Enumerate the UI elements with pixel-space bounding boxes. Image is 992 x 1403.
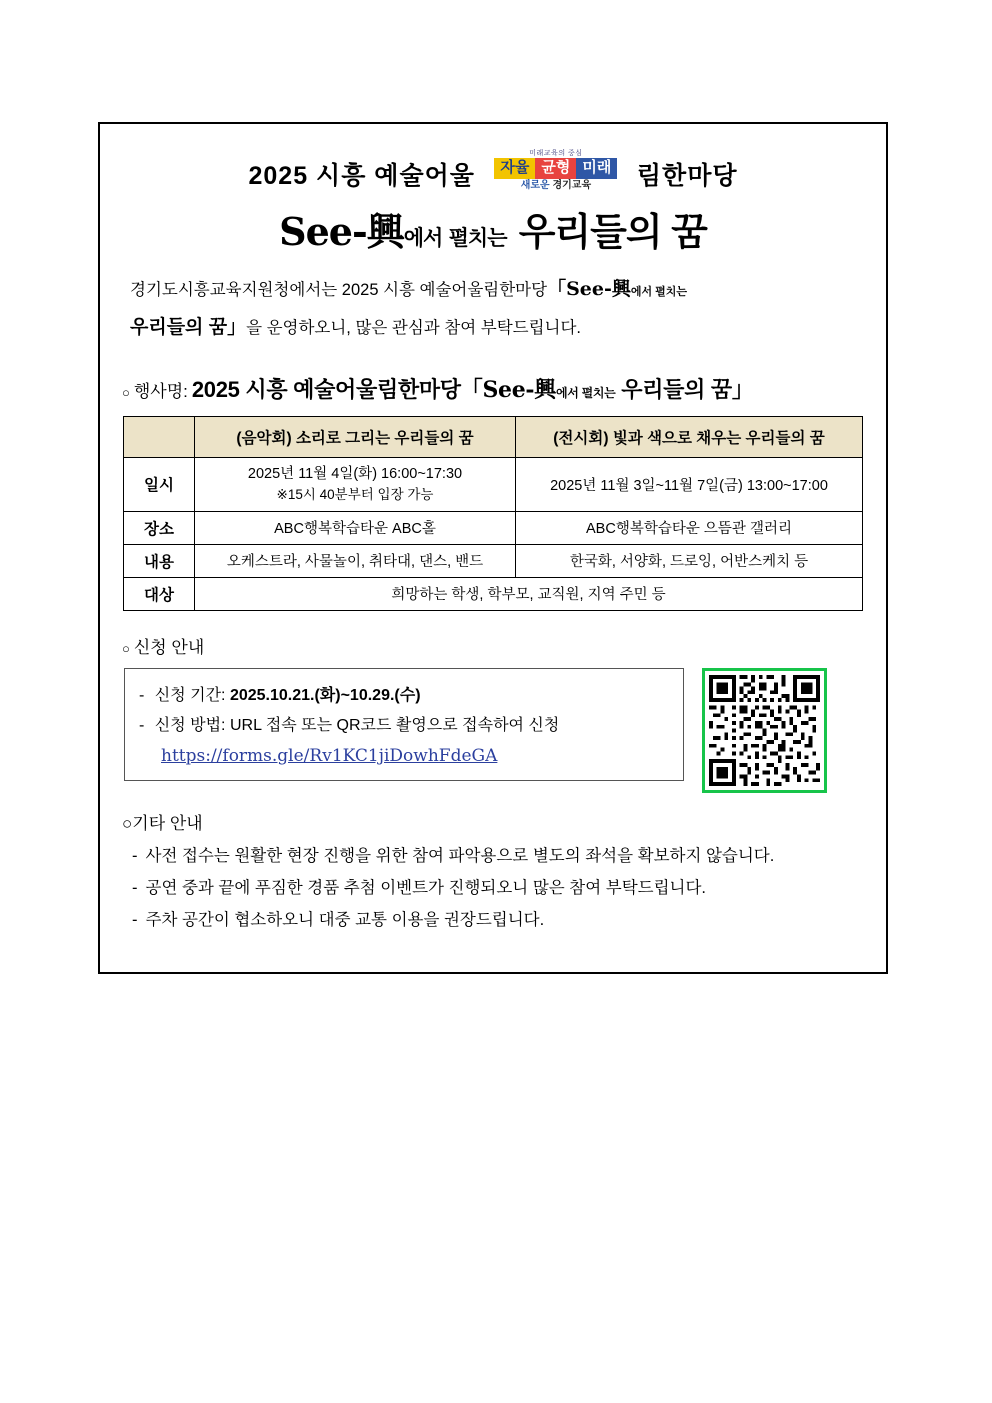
intro-quote-close: 」 (227, 315, 247, 338)
apply-period-label: 신청 기간: (154, 686, 226, 704)
other-section-heading (122, 809, 886, 834)
table-header-row (124, 416, 863, 457)
qr-code[interactable] (702, 668, 827, 793)
subtitle-see-heung: See-興 (279, 208, 404, 254)
other-bullet: ○ (122, 813, 133, 833)
cell-concert-date-line2: ※15시 40분부터 입장 가능 (276, 486, 434, 502)
apply-section-heading (122, 633, 886, 658)
apply-bullet: ○ (122, 640, 130, 656)
subtitle-small-text: 에서 펼치는 (403, 224, 507, 250)
other-item-1: 사전 접수는 원활한 현장 진행을 위한 참여 파악용으로 별도의 좌석을 확보하지 않습니다. (145, 846, 775, 865)
event-value-small: 에서 펼치는 (555, 385, 616, 400)
logo-segment-gyunhyeong: 균형 (535, 158, 576, 179)
cell-concert-date (195, 457, 516, 511)
other-heading-text: 기타 안내 (132, 813, 203, 833)
intro-quote-open: 「 (547, 277, 567, 300)
gyeonggi-education-logo (481, 150, 631, 191)
other-dash-2: - (132, 879, 138, 898)
event-quote-open: 「 (460, 376, 483, 403)
table-row (124, 511, 863, 544)
intro-paragraph (130, 270, 860, 347)
intro-quote-small: 에서 펼치는 (630, 285, 688, 298)
event-bullet: ○ (122, 384, 130, 400)
logo-segments (481, 158, 631, 179)
cell-exhibition-place: ABC행복학습타운 으뜸관 갤러리 (516, 511, 863, 544)
other-item-2: 공연 중과 끝에 푸짐한 경품 추첨 이벤트가 진행되오니 많은 참여 부탁드립니다. (145, 879, 706, 898)
intro-line2-rest: 을 운영하오니, 많은 관심과 참여 부탁드립니다. (246, 318, 582, 337)
event-value (192, 373, 754, 404)
apply-period-line (139, 681, 669, 711)
apply-period-value: 2025.10.21.(화)~10.29.(수) (229, 686, 421, 704)
header-title-right: 림한마당 (636, 162, 738, 191)
cell-exhibition-date: 2025년 11월 3일~11월 7일(금) 13:00~17:00 (516, 457, 863, 511)
cell-concert-place: ABC행복학습타운 ABC홀 (195, 511, 516, 544)
apply-method-line (139, 711, 669, 741)
event-value-pre: 2025 시흥 예술어울림한마당 (191, 376, 461, 402)
apply-heading-text: 신청 안내 (133, 637, 205, 657)
table-row (124, 577, 863, 610)
logo-bottom-blue: 새로운 (520, 179, 550, 191)
apply-method-dash: - (139, 717, 145, 735)
header-title-left: 2025 시흥 예술어울 (248, 162, 475, 191)
cell-concert-content: 오케스트라, 사물놀이, 취타대, 댄스, 밴드 (195, 544, 516, 577)
row-label-place: 장소 (124, 511, 195, 544)
event-label: 행사명: (133, 381, 188, 401)
row-label-target: 대상 (124, 577, 195, 610)
apply-method-label: 신청 방법: (154, 717, 226, 735)
table-row (124, 544, 863, 577)
intro-line1: 경기도시흥교육지원청에서는 2025 시흥 예술어울림한마당 (130, 280, 548, 299)
list-item (132, 872, 886, 904)
logo-bottom-dark: 경기교육 (552, 179, 592, 191)
event-value-dream: 우리들의 꿈 (621, 376, 732, 402)
apply-info-box (124, 668, 684, 781)
table-row (124, 457, 863, 511)
event-quote-close: 」 (731, 376, 754, 403)
document-subtitle (100, 201, 886, 256)
logo-segment-jayul: 자율 (494, 158, 535, 179)
intro-dream: 우리들의 꿈 (130, 316, 228, 338)
table-header-concert: (음악회) 소리로 그리는 우리들의 꿈 (195, 416, 516, 457)
qr-code-image (709, 675, 820, 786)
program-info-table (123, 416, 863, 611)
apply-form-link[interactable]: https://forms.gle/Rv1KC1jiDowhFdeGA (161, 745, 498, 766)
apply-period-dash: - (139, 686, 145, 704)
event-name-line (122, 373, 886, 404)
other-item-3: 주차 공간이 협소하오니 대중 교통 이용을 권장드립니다. (145, 911, 545, 930)
row-label-date: 일시 (124, 457, 195, 511)
logo-segment-mirae: 미래 (576, 158, 617, 179)
document-page (98, 122, 888, 974)
apply-method-value: URL 접속 또는 QR코드 촬영으로 접속하여 신청 (229, 717, 560, 735)
other-dash-1: - (132, 846, 138, 865)
event-value-see: See-興 (482, 376, 556, 403)
list-item (132, 840, 886, 872)
logo-bottom-text (481, 181, 631, 191)
list-item (132, 904, 886, 936)
cell-exhibition-content: 한국화, 서양화, 드로잉, 어반스케치 등 (516, 544, 863, 577)
document-header (100, 150, 886, 195)
row-label-content: 내용 (124, 544, 195, 577)
apply-section (124, 668, 886, 793)
intro-quote-title: See-興 (566, 277, 631, 300)
other-notice-list (132, 840, 886, 937)
other-dash-3: - (132, 911, 138, 930)
subtitle-dream: 우리들의 꿈 (518, 211, 707, 254)
cell-target-value: 희망하는 학생, 학부모, 교직원, 지역 주민 등 (195, 577, 863, 610)
table-header-exhibition: (전시회) 빛과 색으로 채우는 우리들의 꿈 (516, 416, 863, 457)
cell-concert-date-line1: 2025년 11월 4일(화) 16:00~17:30 (247, 465, 463, 482)
logo-top-text: 미래교육의 중심 (529, 150, 583, 157)
table-header-blank (124, 416, 195, 457)
